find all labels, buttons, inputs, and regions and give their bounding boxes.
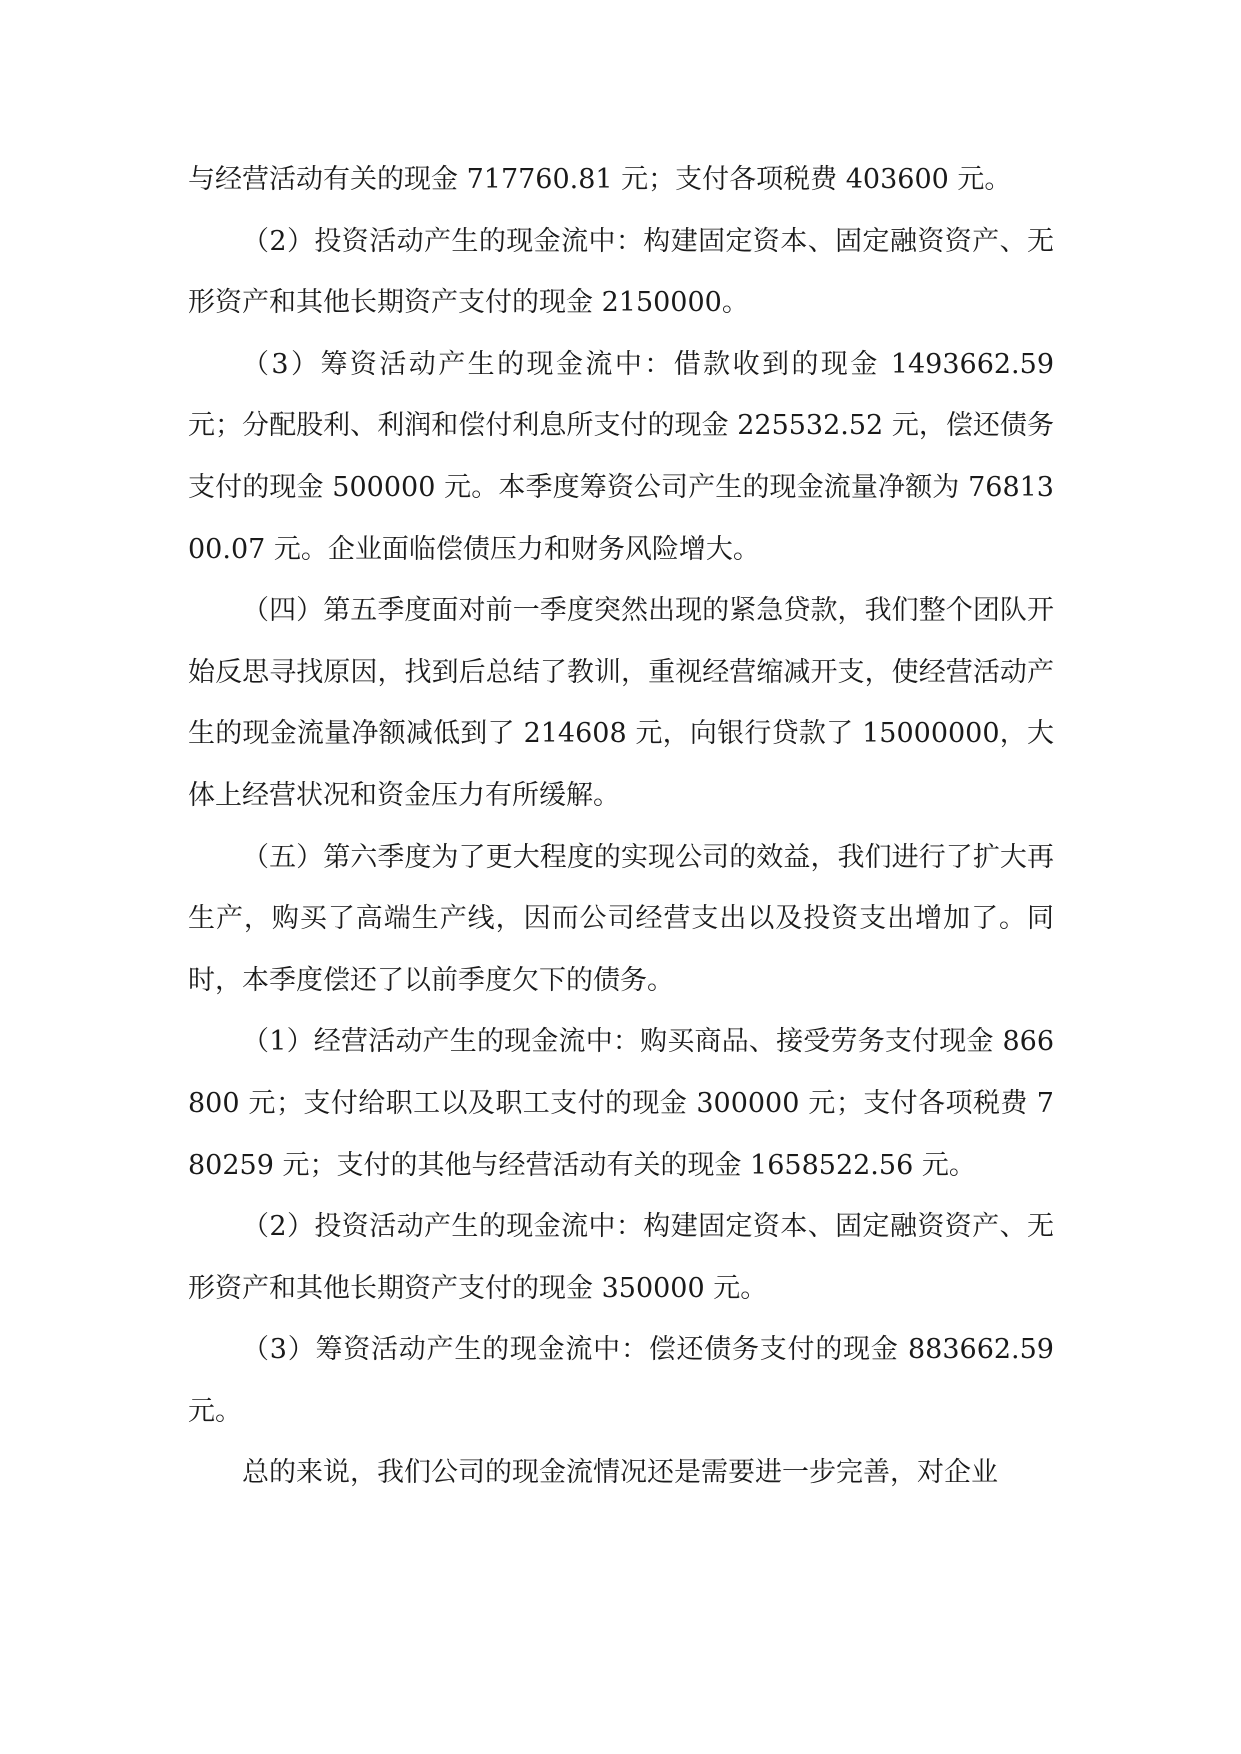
- paragraph-8: （3）筹资活动产生的现金流中：偿还债务支付的现金 883662.59 元。: [188, 1334, 1054, 1427]
- paragraph-7: （2）投资活动产生的现金流中：构建固定资本、固定融资资产、无形资产和其他长期资产支付的现金 350000 元。: [188, 1211, 1054, 1304]
- paragraph-1: 与经营活动有关的现金 717760.81 元；支付各项税费 403600 元。: [188, 164, 1012, 195]
- paragraph-3: （3）筹资活动产生的现金流中：借款收到的现金 1493662.59 元；分配股利、利润和偿付利息所支付的现金 225532.52 元，偿还债务支付的现金 500000 元。本季度筹资公司产生的现金流量净额为 7681300.07 元。企业面临偿债压力和财务风险增大。: [188, 348, 1054, 565]
- paragraph-4: （四）第五季度面对前一季度突然出现的紧急贷款，我们整个团队开始反思寻找原因，找到后总结了教训，重视经营缩减开支，使经营活动产生的现金流量净额减低到了 214608 元，向银行贷款了 15000000，大体上经营状况和资金压力有所缓解。: [188, 595, 1054, 811]
- paragraph-5: （五）第六季度为了更大程度的实现公司的效益，我们进行了扩大再生产，购买了高端生产线，因而公司经营支出以及投资支出增加了。同时，本季度偿还了以前季度欠下的债务。: [188, 841, 1054, 996]
- paragraph-9: 总的来说，我们公司的现金流情况还是需要进一步完善，对企业: [242, 1457, 998, 1489]
- paragraph-2: （2）投资活动产生的现金流中：构建固定资本、固定融资资产、无形资产和其他长期资产支付的现金 2150000。: [188, 225, 1054, 319]
- paragraph-6: （1）经营活动产生的现金流中：购买商品、接受劳务支付现金 866800 元；支付给职工以及职工支付的现金 300000 元；支付各项税费 780259 元；支付的其他与经营活动有关的现金 1658522.56 元。: [188, 1026, 1054, 1181]
- document-page: [188, 149, 1054, 1504]
